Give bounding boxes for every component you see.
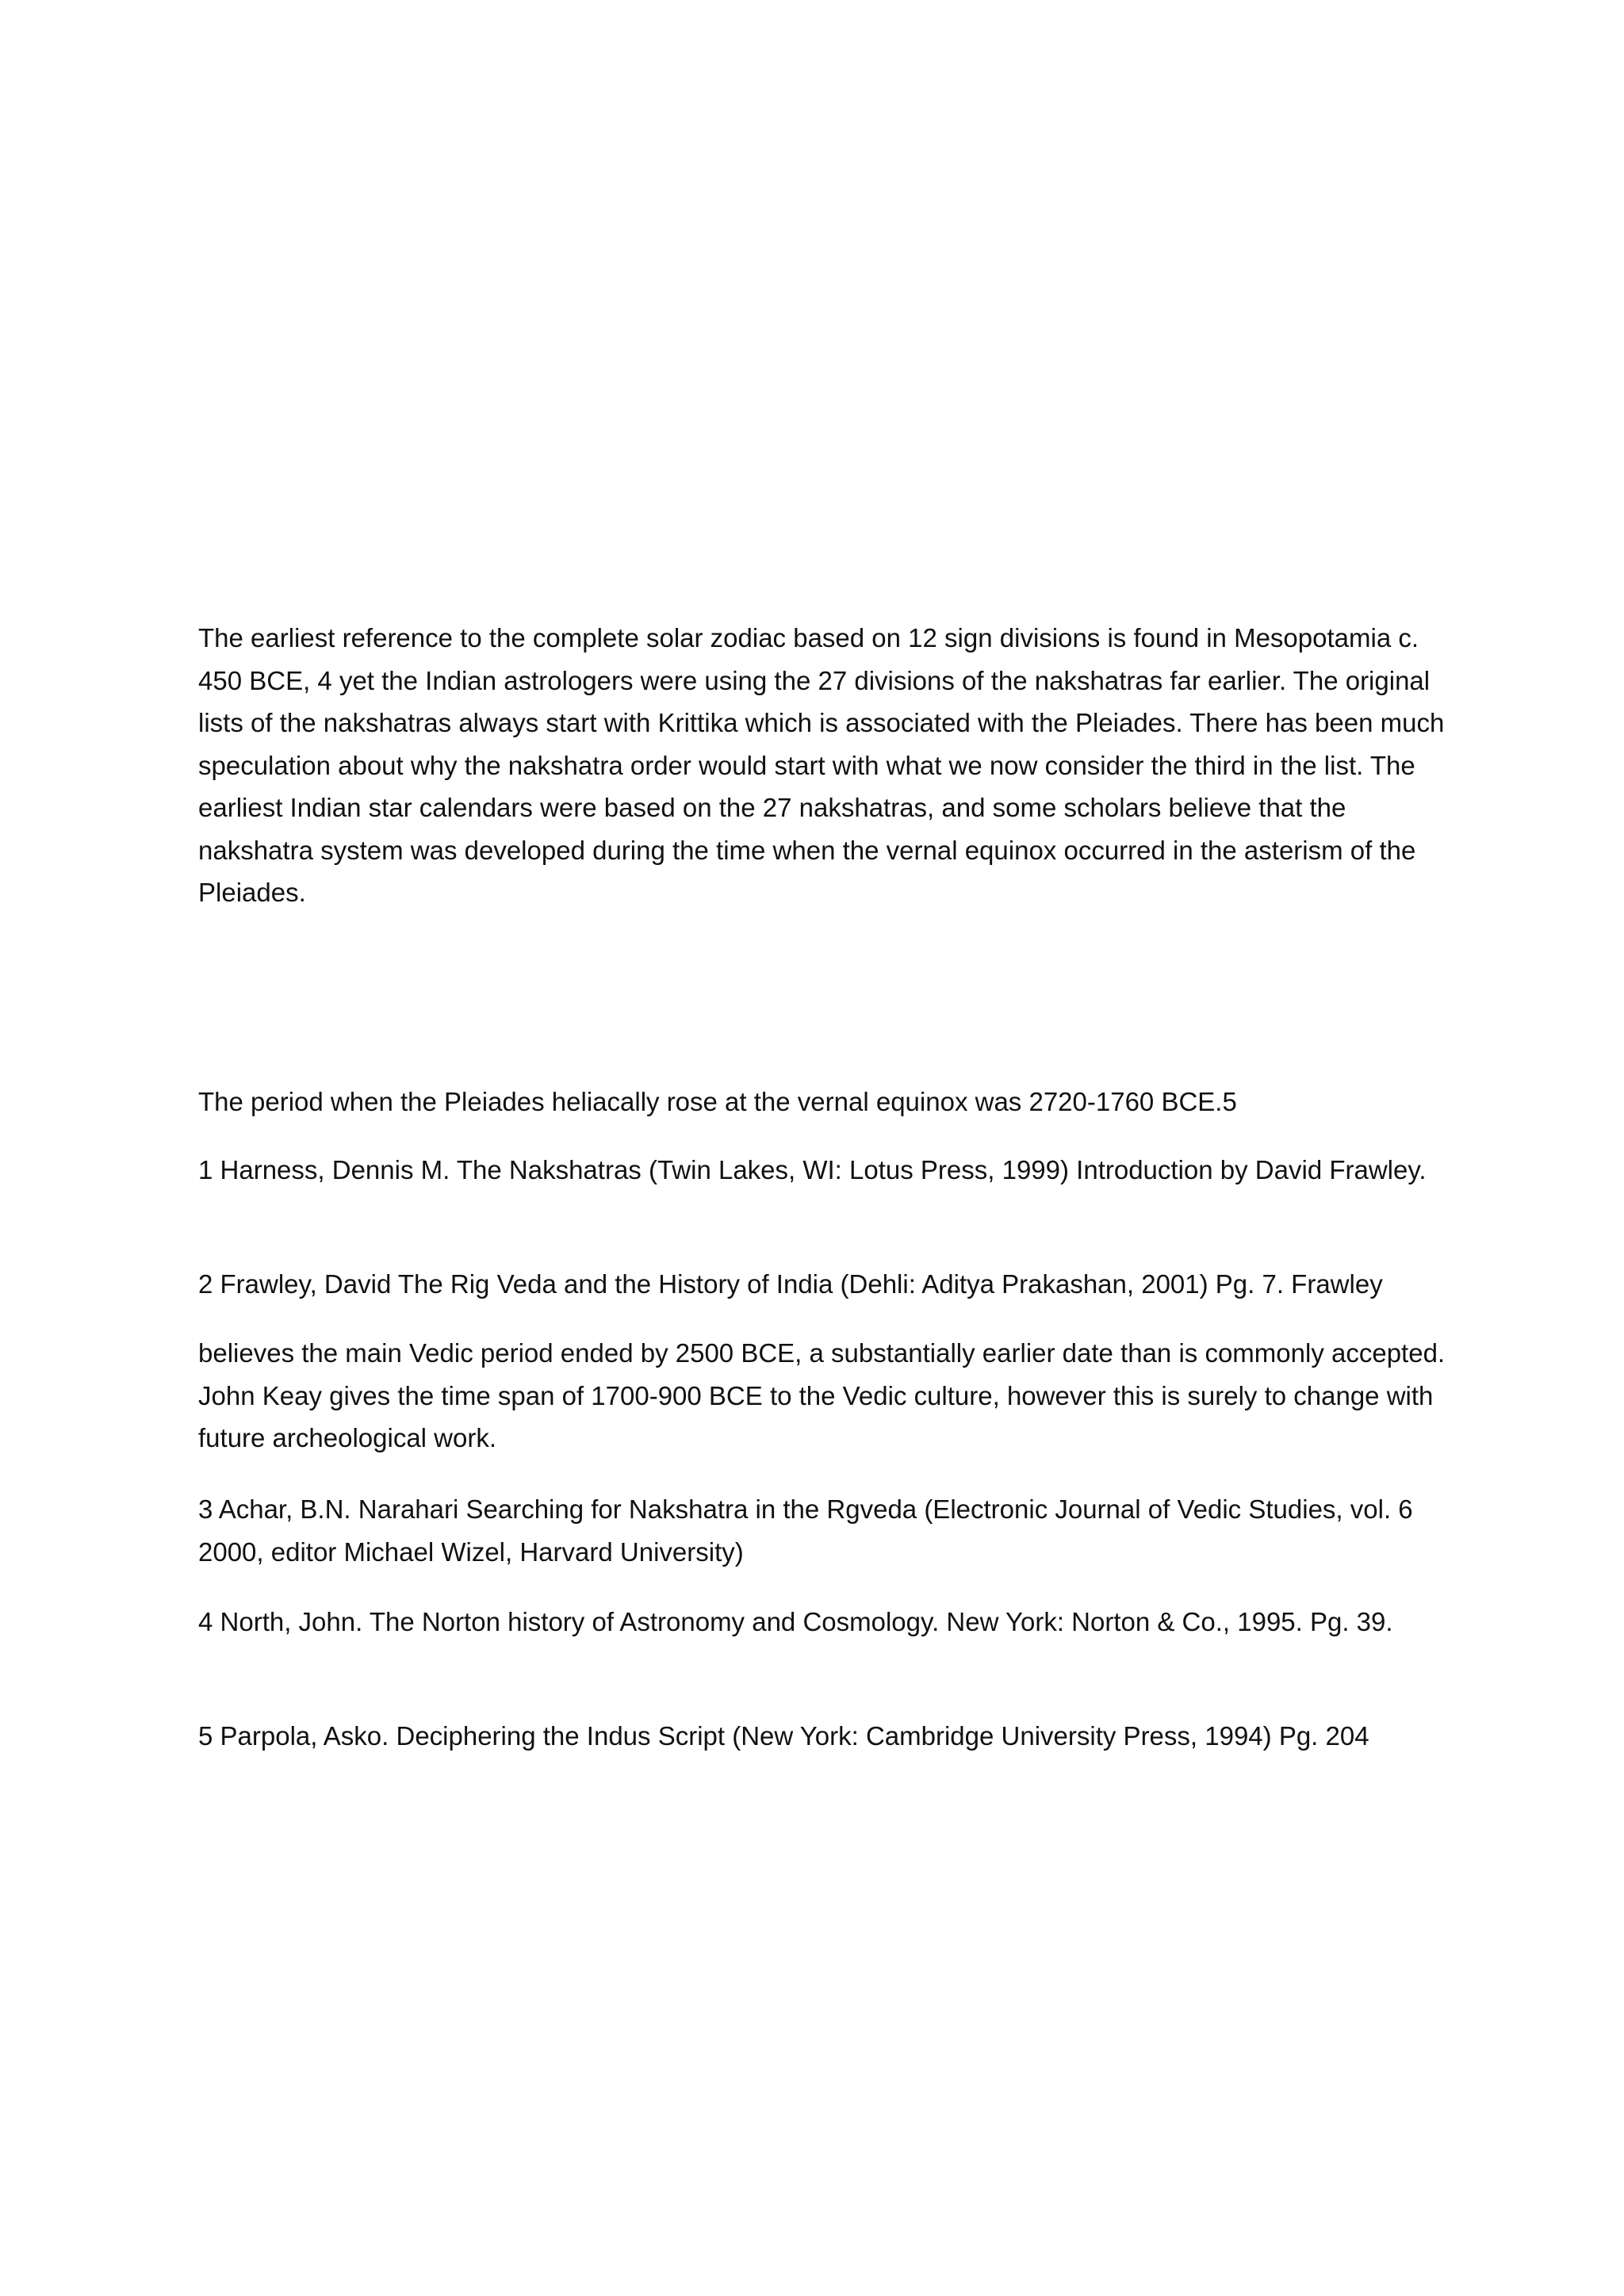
footnote-2-block (198, 1263, 1451, 1306)
footnote-2-continuation-block (198, 1332, 1451, 1460)
period-paragraph-block (198, 1081, 1451, 1123)
footnote-3: 3 Achar, B.N. Narahari Searching for Nakshatra in the Rgveda (Electronic Journal of Vedic Studies, vol. 6 2000, editor Michael Wizel, Harvard University) (198, 1494, 1413, 1567)
footnote-5-block (198, 1715, 1451, 1758)
footnote-2: 2 Frawley, David The Rig Veda and the History of India (Dehli: Aditya Prakashan, 2001) Pg. 7. Frawley (198, 1269, 1383, 1299)
footnote-4-block (198, 1601, 1451, 1644)
intro-paragraph: The earliest reference to the complete solar zodiac based on 12 sign divisions is found in Mesopotamia c. 450 BCE, 4 yet the Indian astrologers were using the 27 divisions of the nakshatras far earlier. The original lists of the nakshatras always start with Krittika which is associated with the Pleiades. There has been much speculation about why the nakshatra order would start with what we now consider the third in the list. The earliest Indian star calendars were based on the 27 nakshatras, and some scholars believe that the nakshatra system was developed during the time when the vernal equinox occurred in the asterism of the Pleiades. (198, 623, 1445, 907)
footnote-3-block (198, 1488, 1451, 1573)
footnote-1-block (198, 1149, 1451, 1192)
footnote-1: 1 Harness, Dennis M. The Nakshatras (Twin Lakes, WI: Lotus Press, 1999) Introduction by David Frawley. (198, 1155, 1427, 1184)
period-paragraph: The period when the Pleiades heliacally rose at the vernal equinox was 2720-1760 BCE.5 (198, 1087, 1237, 1116)
footnote-4: 4 North, John. The Norton history of Astronomy and Cosmology. New York: Norton & Co., 1995. Pg. 39. (198, 1607, 1393, 1636)
intro-paragraph-block (198, 617, 1451, 914)
footnote-5: 5 Parpola, Asko. Deciphering the Indus Script (New York: Cambridge University Press, 1994) Pg. 204 (198, 1721, 1369, 1751)
footnote-2-continuation: believes the main Vedic period ended by 2500 BCE, a substantially earlier date than is commonly accepted. John Keay gives the time span of 1700-900 BCE to the Vedic culture, however this is surely to change with future archeological work. (198, 1338, 1446, 1452)
